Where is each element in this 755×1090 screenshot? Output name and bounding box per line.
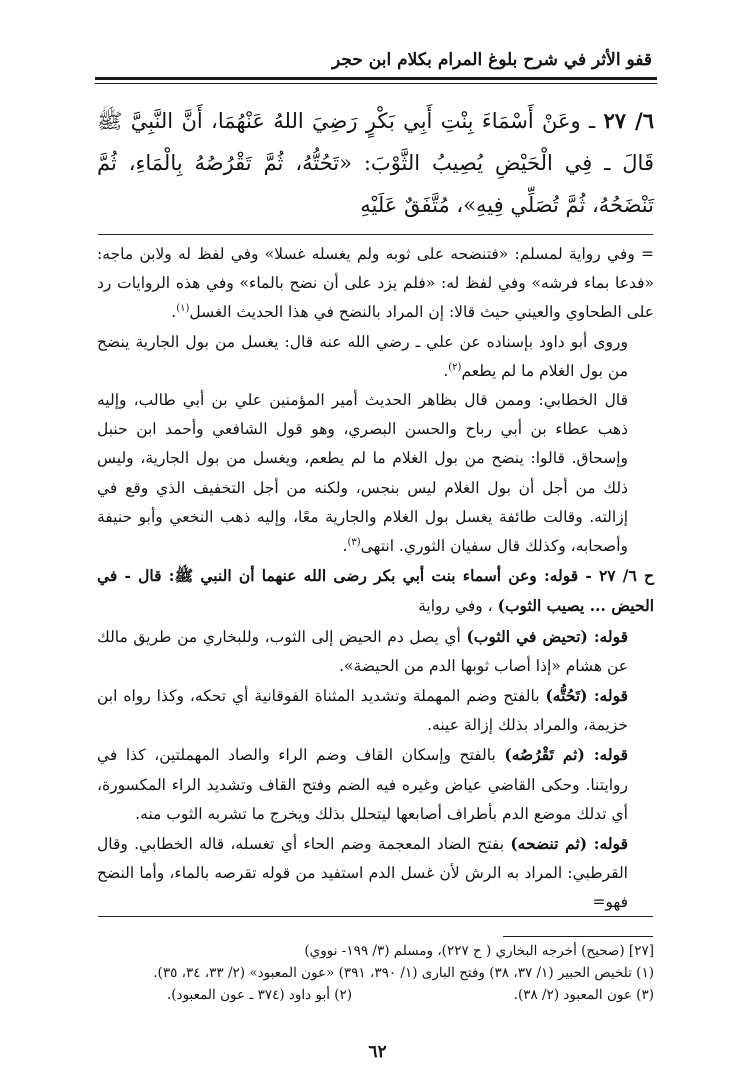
sharh-note-4-text: بفتح الضاد المعجمة وضم الحاء أي تغسله، قاله الخطابي. وقال القرطبي: المراد به الرش لأن غسل الدم استفيد من قوله تقرصه بالماء، وأما النضح فهو= — [97, 835, 628, 912]
header-rule-thin — [95, 83, 657, 84]
hadith-text: ـ وعَنْ أَسْمَاءَ بِنْتِ أَبِي بَكْرٍ رَضِيَ اللهُ عَنْهُمَا، أَنَّ النَّبِيَّ ﷺ قَالَ ـ فِي الْحَيْضِ يُصِيبُ الثَّوْبَ: «تَحُتُّهُ، ثُمَّ تَقْرُصُهُ بِالْمَاءِ، ثُمَّ تَنْضَحُهُ، ثُمَّ تُصَلِّي فِيهِ»، مُتَّفَقٌ عَلَيْهِ — [97, 109, 654, 217]
sharh-note-3-text: بالفتح وإسكان القاف وضم الراء والصاد المهملتين، كذا في روايتنا. وحكى القاضي عياض وغيره فيه الضم وفتح القاف وتشديد الراء المكسورة، أي تدلك موضع الدم بأطراف أصابعها ليتحلل بذلك ويخرج ما تشربه الثوب منه. — [97, 746, 628, 823]
sharh-note-1-label: قوله: (تحيض في الثوب) — [466, 626, 628, 646]
body-bottom-rule — [98, 916, 653, 917]
footnote-hadith-source: [٢٧] (صحيح) أخرجه البخاري ( ح ٢٢٧)، ومسلم (٣/ ١٩٩- نووي) — [304, 943, 654, 959]
running-header: قفو الأثر في شرح بلوغ المرام بكلام ابن حجر — [332, 50, 652, 70]
footnote-ref-1: (١) — [176, 303, 190, 315]
commentary-paragraph-3: قال الخطابي: وممن قال بظاهر الحديث أمير المؤمنين علي بن أبي طالب، وإليه ذهب عطاء بن أبي رباح والحسن البصري، وهو قول الشافعي وأحمد ابن حنبل وإسحاق. قالوا: ينضح من بول الغلام ما لم يطعم، ويغسل من بول الجارية، وليس ذلك من أجل أن بول الغلام ليس بنجس، ولكنه من أجل التخفيف الذي وقع في إزالته. وقالت طائفة يغسل بول الغلام والجارية معًا، وإليه ذهب النخعي وأبو حنيفة وأصحابه، وكذلك قال سفيان الثوري. انتهى$^{(٣)}$. — [97, 391, 628, 556]
sharh-note-3 — [97, 740, 654, 829]
footnote-row — [97, 984, 654, 1006]
commentary-body — [97, 240, 654, 918]
sharh-note-2-label: قوله: (تَحُتُّه) — [545, 686, 628, 706]
sharh-heading — [97, 561, 654, 621]
commentary-paragraph-2: وروى أبو داود بإسناده عن علي ـ رضي الله عنه قال: يغسل من بول الجارية ينضح من بول الغلام ما لم يطعم$^{(٢)}$. — [97, 332, 628, 380]
header-rule — [95, 77, 657, 80]
sharh-note-3-label: قوله: (ثم تَقْرُصُه) — [504, 745, 628, 765]
commentary-text-3: قال الخطابي: وممن قال بظاهر الحديث أمير المؤمنين علي بن أبي طالب، وإليه ذهب عطاء بن أبي رباح والحسن البصري، وهو قول الشافعي وأحمد ابن حنبل وإسحاق. قالوا: ينضح من بول الغلام ما لم يطعم، ويغسل من بول الجارية، وليس ذلك من أجل أن بول الغلام ليس بنجس، ولكنه من أجل التخفيف الذي وقع في إزالته. وقالت طائفة يغسل بول الغلام والجارية معًا، وإليه ذهب النخعي وأبو حنيفة وأصحابه، وكذلك قال سفيان الثوري. انتهى — [97, 391, 628, 556]
sharh-note-1 — [97, 622, 654, 681]
footnote-ref-2: (٢) — [448, 361, 462, 373]
hadith-text-block — [97, 100, 654, 226]
commentary-text-1: = وفي رواية لمسلم: «فتنضحه على ثوبه ولم يغسله غسلا» وفي لفظ له ولابن ماجه: «فدعا بماء فرشه» وفي لفظ له: «فلم يزد على أن نضح بالماء» وفي هذه الروايات رد على الطحاوي والعيني حيث قالا: إن المراد بالنضح في هذا الحديث الغسل — [97, 245, 654, 322]
sharh-heading-tail: ، وفي رواية — [418, 597, 493, 616]
sharh-note-2-text: بالفتح وضم المهملة وتشديد المثناة الفوقانية أي تحكه، وكذا رواه ابن خزيمة، والمراد بذلك إزالة عينه. — [97, 687, 628, 735]
commentary-text-2: وروى أبو داود بإسناده عن علي ـ رضي الله عنه قال: يغسل من بول الجارية ينضح من بول الغلام ما لم يطعم — [97, 332, 628, 380]
hadith-separator — [98, 234, 653, 235]
footnote-2: (٢) أبو داود (٣٧٤ ـ عون المعبود). — [167, 987, 353, 1003]
sharh-note-4 — [97, 829, 654, 918]
footnote-3: (٣) عون المعبود (٢/ ٣٨). — [513, 987, 654, 1003]
sharh-note-4-label: قوله: (ثم تنضحه) — [510, 834, 628, 854]
footnote-1: (١) تلخيص الحبير (١/ ٣٧، ٣٨) وفتح البارى (١/ ٣٩٠، ٣٩١) «عون المعبود» (٢/ ٣٣، ٣٤، ٣٥). — [153, 965, 654, 981]
page-number: ٦٢ — [368, 1042, 387, 1062]
sharh-note-2 — [97, 681, 654, 740]
sharh-heading-label: ح ٦/ ٢٧ - قوله: وعن أسماء بنت أبي بكر رضى الله عنهما أن النبي ﷺ: قال - في الحيض ... يصيب الثوب) — [97, 566, 655, 616]
footnote-ref-3: (٣) — [347, 536, 361, 548]
footnote-rule — [503, 936, 653, 937]
sharh-note-1-text: أي يصل دم الحيض إلى الثوب، وللبخاري من طريق مالك عن هشام «إذا أصاب ثوبها الدم من الحيضة». — [97, 627, 628, 675]
hadith-number: ٦/ ٢٧ — [603, 108, 654, 133]
footnotes — [97, 940, 654, 1006]
commentary-paragraph-1: = وفي رواية لمسلم: «فتنضحه على ثوبه ولم يغسله غسلا» وفي لفظ له ولابن ماجه: «فدعا بماء فرشه» وفي لفظ له: «فلم يزد على أن نضح بالماء» وفي هذه الروايات رد على الطحاوي والعيني حيث قالا: إن المراد بالنضح في هذا الحديث الغسل$^{(١)}$. — [97, 245, 654, 322]
